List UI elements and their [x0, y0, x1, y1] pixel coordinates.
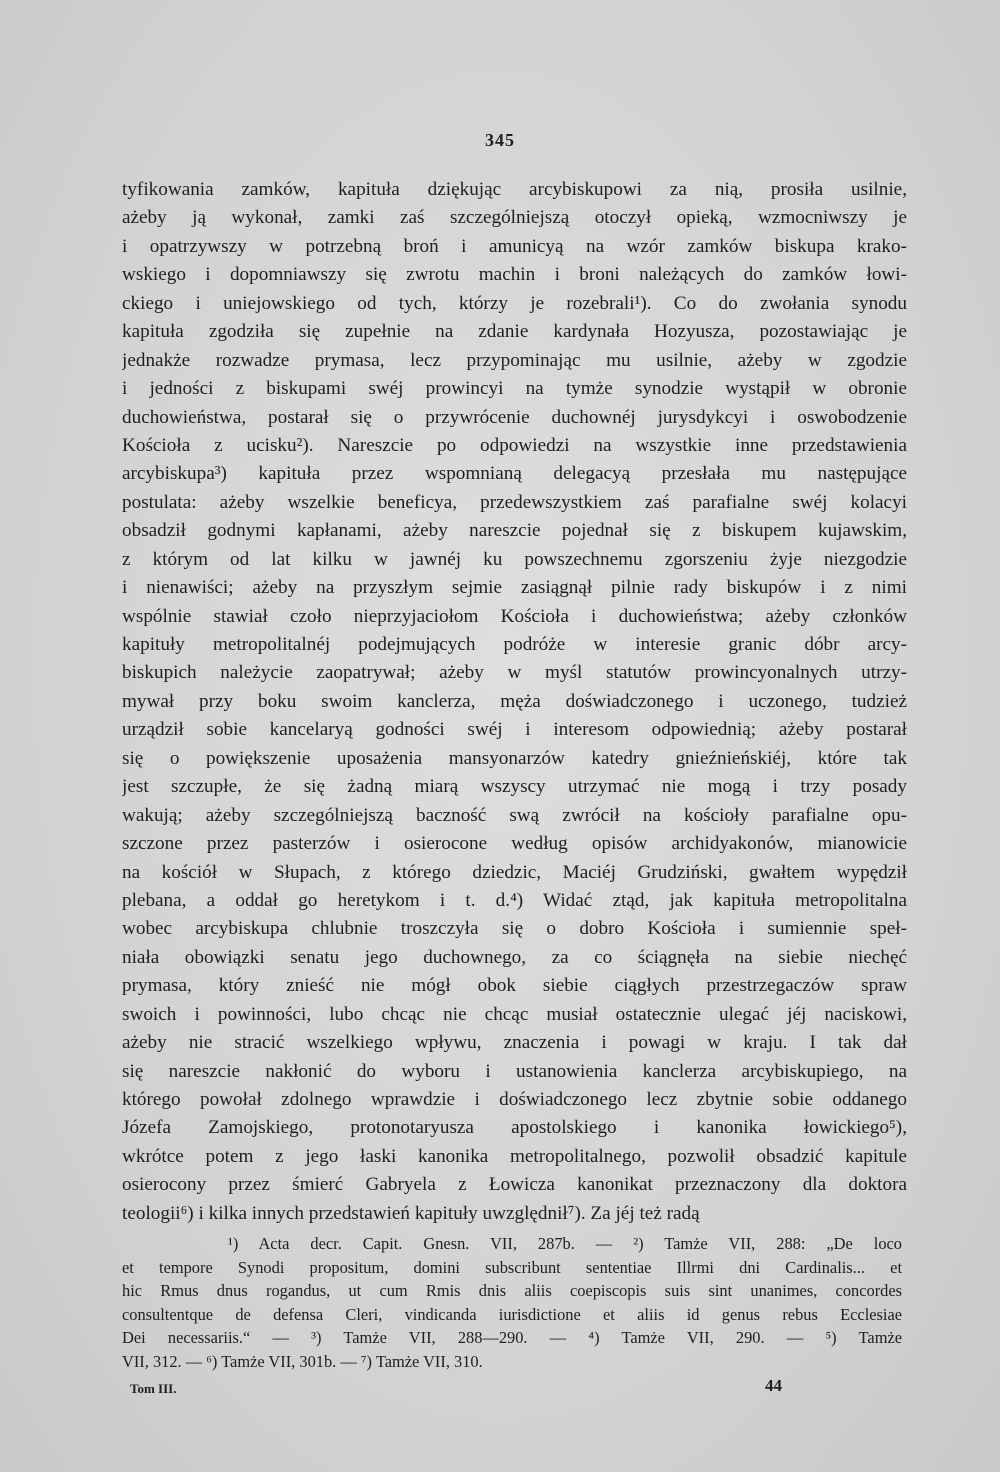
text-line: wskiego i dopomniawszy się zwrotu machin i broni należących do zamków łowi- [122, 264, 907, 286]
text-line: plebana, a oddał go heretykom i t. d.⁴) Widać ztąd, jak kapituła metropolitalna [122, 889, 907, 911]
footnote-line: hic Rmus dnus rogandus, ut cum Rmis dnis aliis coepiscopis suis sint unanimes, concordes [122, 1281, 902, 1300]
text-line: obsadził godnymi kapłanami, ażeby nareszcie pojednał się z biskupem kujawskim, [122, 520, 907, 542]
text-line: biskupich należycie zaopatrywał; ażeby w myśl statutów prowincyonalnych utrzy- [122, 662, 907, 684]
sheet-signature: 44 [765, 1376, 782, 1395]
text-line: mywał przy boku swoim kanclerza, męża doświadczonego i uczonego, tudzież [122, 690, 907, 712]
volume-signature: Tom III. [130, 1381, 177, 1396]
main-text [122, 176, 907, 1228]
text-line: Józefa Zamojskiego, protonotaryusza apostolskiego i kanonika łowickiego⁵), [122, 1117, 907, 1139]
text-line: urządził sobie kancelaryą godności swéj i interesom odpowiednią; ażeby postarał [122, 719, 907, 741]
text-line: postulata: ażeby wszelkie beneficya, przedewszystkiem zaś parafialne swéj kolacyi [122, 491, 907, 513]
text-line: ażeby ją wykonał, zamki zaś szczególniejszą otoczył opieką, wzmocniwszy je [122, 207, 907, 229]
text-line: i jedności z biskupami swéj prowincyi na tymże synodzie wystąpił w obronie [122, 378, 907, 400]
footnote-line: Dei necessariis.“ — ³) Tamże VII, 288—290. — ⁴) Tamże VII, 290. — ⁵) Tamże [122, 1328, 902, 1347]
footnote-line: VII, 312. — ⁶) Tamże VII, 301b. — ⁷) Tamże VII, 310. [122, 1351, 483, 1371]
text-line: wakują; ażeby szczególniejszą baczność swą zwrócił na kościoły parafialne opu- [122, 804, 907, 826]
text-line: swoich i powinności, lubo chcąc nie chcąc musiał ostatecznie ulegać jéj naciskowi, [122, 1003, 907, 1025]
footnotes [122, 1232, 902, 1373]
text-line: wkrótce potem z jego łaski kanonika metropolitalnego, pozwolił obsadzić kapitule [122, 1145, 907, 1167]
text-line: wspólnie stawiał czoło nieprzyjaciołom Kościoła i duchowieństwa; ażeby członków [122, 605, 907, 627]
text-line: tyfikowania zamków, kapituła dziękując arcybiskupowi za nią, prosiła usilnie, [122, 179, 907, 200]
text-line: niała obowiązki senatu jego duchownego, za co ściągnęła na siebie niechęć [122, 946, 907, 968]
text-line: jest szczupłe, że się żadną miarą wszyscy utrzymać nie mogą i trzy posady [122, 776, 907, 798]
text-line: kapituła zgodziła się zupełnie na zdanie kardynała Hozyusza, pozostawiając je [122, 321, 907, 343]
text-line: i nienawiści; ażeby na przyszłym sejmie zasiągnął pilnie rady biskupów i z nimi [122, 577, 907, 599]
text-line: duchowieństwa, postarał się o przywrócenie duchownéj jurysdykcyi i oswobodzenie [122, 406, 907, 428]
text-line: na kościół w Słupach, z którego dziedzic, Maciéj Grudziński, gwałtem wypędził [122, 861, 907, 883]
text-line: i opatrzywszy w potrzebną broń i amunicyą na wzór zamków biskupa krako- [122, 235, 907, 257]
text-line: szczone przez pasterzów i osierocone według opisów archidyakonów, mianowicie [122, 833, 907, 855]
text-line: jednakże rozwadze prymasa, lecz przypominając mu usilnie, ażeby w zgodzie [122, 349, 907, 371]
text-line: z którym od lat kilku w jawnéj ku powszechnemu zgorszeniu żyje niezgodzie [122, 548, 907, 570]
text-line: ażeby nie stracić wszelkiego wpływu, znaczenia i powagi w kraju. I tak dał [122, 1032, 907, 1054]
text-line: Kościoła z ucisku²). Nareszcie po odpowiedzi na wszystkie inne przedstawienia [122, 434, 907, 456]
text-line: osierocony przez śmierć Gabryela z Łowicza kanonikat przeznaczony dla doktora [122, 1174, 907, 1196]
footnote-line: consultentque de defensa Cleri, vindicanda iurisdictione et aliis id genus rebus Ecclesiae [122, 1304, 902, 1324]
text-line: się o powiększenie uposażenia mansyonarzów katedry gnieźnieńskiéj, które tak [122, 747, 907, 769]
text-line: arcybiskupa³) kapituła przez wspomnianą delegacyą przesłała mu następujące [122, 463, 907, 485]
text-line: ckiego i uniejowskiego od tych, którzy je rozebrali¹). Co do zwołania synodu [122, 292, 907, 314]
footnote-line: et tempore Synodi propositum, domini subscribunt sententiae Illrmi dni Cardinalis... et [122, 1257, 902, 1277]
text-line: wobec arcybiskupa chlubnie troszczyła się o dobro Kościoła i sumiennie speł- [122, 918, 907, 940]
text-line: teologii⁶) i kilka innych przedstawień kapituły uwzględnił⁷). Za jéj też radą [122, 1202, 700, 1224]
page-number: 345 [485, 130, 515, 150]
text-line: którego powołał zdolnego wprawdzie i doświadczonego lecz zbytnie sobie oddanego [122, 1089, 907, 1110]
text-line: prymasa, który znieść nie mógł obok siebie ciągłych przestrzegaczów spraw [122, 975, 907, 997]
footnote-line: ¹) Acta decr. Capit. Gnesn. VII, 287b. — ²) Tamże VII, 288: „De loco [228, 1234, 902, 1253]
text-line: kapituły metropolitalnéj podejmujących podróże w interesie granic dóbr arcy- [122, 634, 907, 655]
text-line: się nareszcie nakłonić do wyboru i ustanowienia kanclerza arcybiskupiego, na [122, 1060, 907, 1082]
